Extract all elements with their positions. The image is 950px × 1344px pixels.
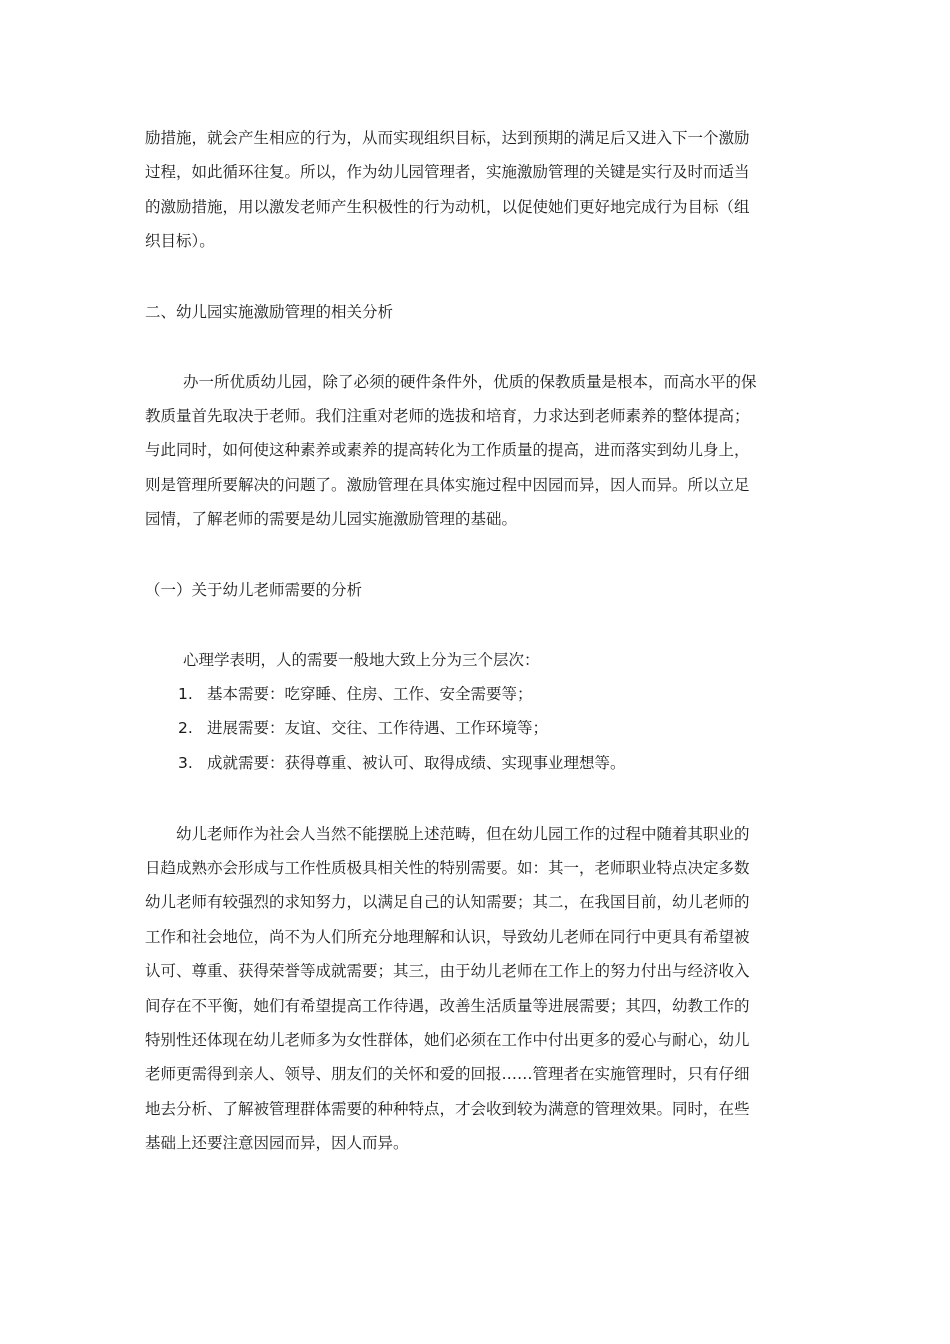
- paragraph-line: 间存在不平衡，她们有希望提高工作待遇，改善生活质量等进展需要；其四，幼教工作的: [145, 997, 750, 1015]
- paragraph-line: 的激励措施，用以激发老师产生积极性的行为动机，以促使她们更好地完成行为目标（组: [145, 198, 750, 216]
- subsection-heading: （一）关于幼儿老师需要的分析: [145, 581, 363, 599]
- paragraph-line: 与此同时，如何使这种素养或素养的提高转化为工作质量的提高，进而落实到幼儿身上，: [145, 441, 750, 459]
- paragraph-line: 幼儿老师作为社会人当然不能摆脱上述范畴，但在幼儿园工作的过程中随着其职业的: [176, 825, 750, 843]
- paragraph-line: 则是管理所要解决的问题了。激励管理在具体实施过程中因园而异，因人而异。所以立足: [145, 476, 750, 494]
- paragraph-line: 办一所优质幼儿园，除了必须的硬件条件外，优质的保教质量是根本，而高水平的保: [183, 373, 757, 391]
- paragraph-line: 过程，如此循环往复。所以，作为幼儿园管理者，实施激励管理的关键是实行及时而适当: [145, 163, 750, 181]
- paragraph-line: 园情，了解老师的需要是幼儿园实施激励管理的基础。: [145, 510, 518, 528]
- list-number: 1.: [178, 685, 193, 703]
- paragraph-line: 教质量首先取决于老师。我们注重对老师的选拔和培育，力求达到老师素养的整体提高；: [145, 407, 750, 425]
- paragraph-line: 老师更需得到亲人、领导、朋友们的关怀和爱的回报……管理者在实施管理时，只有仔细: [145, 1065, 750, 1083]
- paragraph-line: 幼儿老师有较强烈的求知努力，以满足自己的认知需要；其二，在我国目前，幼儿老师的: [145, 893, 750, 911]
- list-number: 2.: [178, 719, 193, 737]
- paragraph-line: 基础上还要注意因园而异，因人而异。: [145, 1134, 409, 1152]
- list-item: 进展需要：友谊、交往、工作待遇、工作环境等；: [207, 719, 549, 737]
- section-heading: 二、幼儿园实施激励管理的相关分析: [145, 303, 394, 321]
- paragraph-line: 认可、尊重、获得荣誉等成就需要；其三，由于幼儿老师在工作上的努力付出与经济收入: [145, 962, 750, 980]
- list-intro: 心理学表明，人的需要一般地大致上分为三个层次：: [183, 651, 540, 669]
- paragraph-line: 地去分析、了解被管理群体需要的种种特点，才会收到较为满意的管理效果。同时，在些: [145, 1100, 750, 1118]
- list-item: 成就需要：获得尊重、被认可、取得成绩、实现事业理想等。: [207, 754, 626, 772]
- paragraph-line: 特别性还体现在幼儿老师多为女性群体，她们必须在工作中付出更多的爱心与耐心，幼儿: [145, 1031, 750, 1049]
- list-number: 3.: [178, 754, 193, 772]
- paragraph-line: 工作和社会地位，尚不为人们所充分地理解和认识，导致幼儿老师在同行中更具有希望被: [145, 928, 750, 946]
- paragraph-line: 织目标）。: [145, 232, 215, 250]
- paragraph-line: 日趋成熟亦会形成与工作性质极具相关性的特别需要。如：其一，老师职业特点决定多数: [145, 859, 750, 877]
- list-item: 基本需要：吃穿睡、住房、工作、安全需要等；: [207, 685, 533, 703]
- paragraph-line: 励措施，就会产生相应的行为，从而实现组织目标，达到预期的满足后又进入下一个激励: [145, 129, 750, 147]
